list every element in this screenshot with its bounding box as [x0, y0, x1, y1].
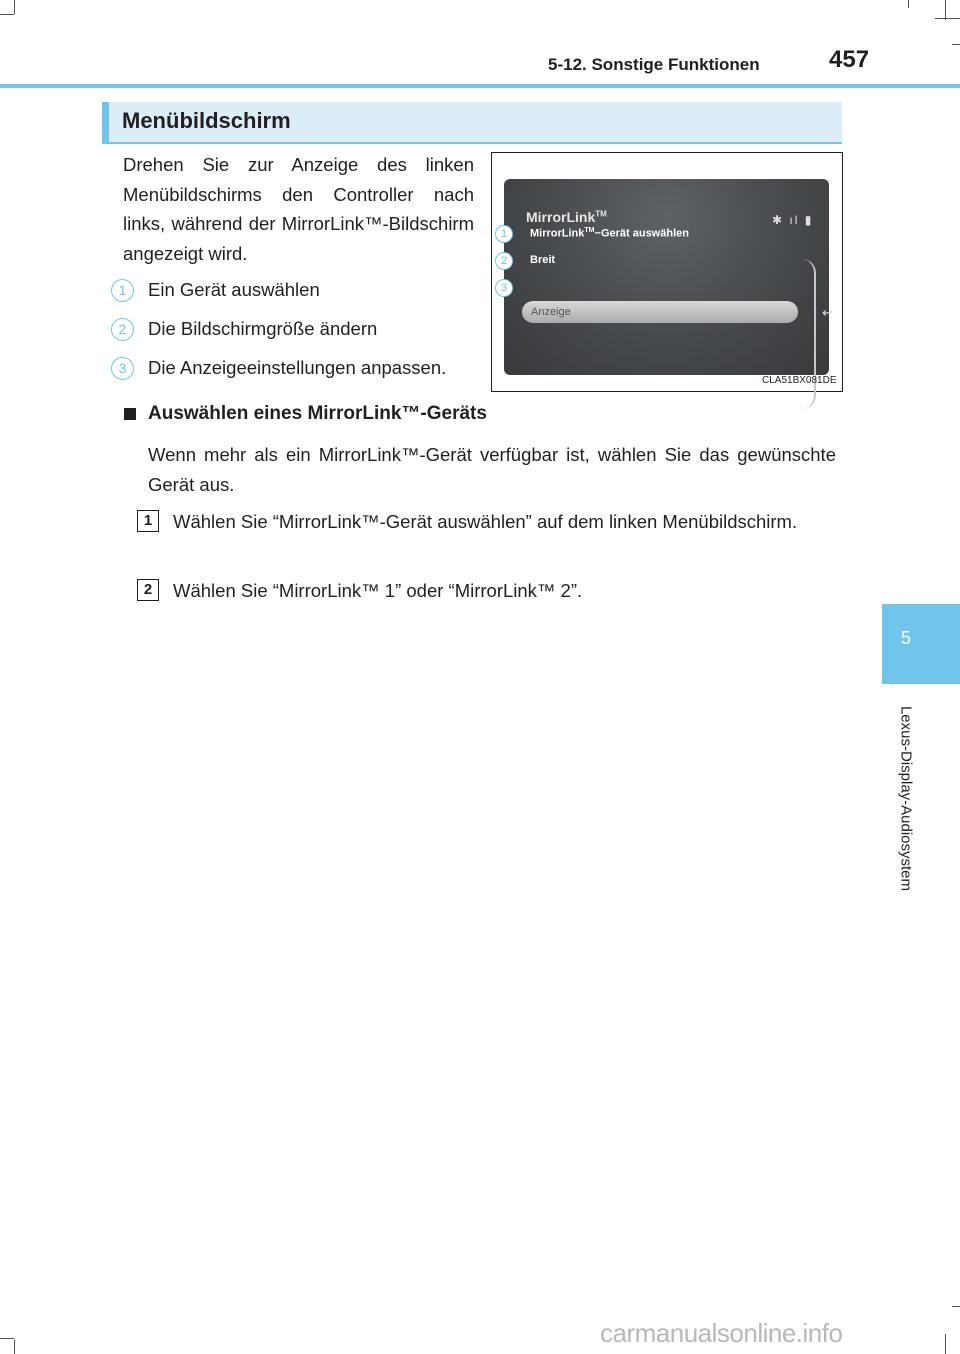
list-item [111, 277, 320, 303]
step-text: Wählen Sie “MirrorLink™ 1” oder “MirrorLink™ 2”. [173, 580, 583, 601]
intro-paragraph: Drehen Sie zur Anzeige des linken Menübildschirms den Controller nach links, während der MirrorLink™-Bildschirm angezeigt wird. [123, 154, 474, 264]
subsection-title: Auswählen eines MirrorLink™-Geräts [148, 403, 487, 424]
menu-item-display[interactable]: Anzeige [531, 306, 571, 318]
section-title: Menübildschirm [122, 108, 291, 133]
display-screen [504, 179, 833, 375]
crop-mark [0, 1338, 14, 1339]
callout-badge: 3 [495, 279, 513, 297]
list-item [111, 355, 446, 381]
crop-mark [952, 1306, 960, 1307]
bullet-square-icon [124, 408, 136, 420]
step-number-box: 2 [137, 579, 159, 601]
crop-mark [0, 14, 14, 15]
section-header-accent [102, 102, 109, 144]
callout-badge: 2 [495, 252, 513, 270]
callout-badge: 1 [495, 225, 513, 243]
chapter-tab-number: 5 [900, 628, 911, 648]
subsection-paragraph: Wenn mehr als ein MirrorLink™-Gerät verfügbar ist, wählen Sie das gewünschte Gerät aus. [148, 444, 836, 495]
scroll-arc [802, 259, 816, 409]
list-item [111, 316, 377, 342]
crop-mark [945, 0, 946, 20]
step-text: Wählen Sie “MirrorLink™-Gerät auswählen” auf dem linken Menübildschirm. [173, 511, 798, 532]
watermark: carmanualsonline.info [600, 1318, 843, 1348]
step-number-box: 1 [137, 510, 159, 532]
number-badge: 3 [111, 357, 134, 380]
figure-code: CLA51BX081DE [762, 375, 837, 386]
crop-mark [945, 1334, 946, 1354]
list-item-text: Die Bildschirmgröße ändern [148, 318, 378, 339]
crop-mark [952, 44, 960, 45]
page-number: 457 [829, 46, 870, 73]
number-badge: 1 [111, 279, 134, 302]
header-divider [0, 84, 960, 88]
status-icons: ✱ ıl ▮ [772, 213, 814, 227]
menu-item-wide[interactable]: Breit [530, 254, 556, 266]
screen-title: MirrorLink™ [526, 209, 607, 225]
chapter-tab-title: Lexus-Display-Audiosystem [897, 705, 915, 892]
screenshot-figure [491, 152, 843, 392]
crop-mark [14, 0, 15, 14]
subsection-heading [124, 403, 487, 425]
chapter-title: 5-12. Sonstige Funktionen [548, 55, 760, 74]
back-icon: ↩ [822, 305, 833, 320]
list-item-text: Ein Gerät auswählen [148, 279, 320, 300]
crop-mark [908, 0, 909, 8]
number-badge: 2 [111, 318, 134, 341]
list-item-text: Die Anzeigeeinstellungen anpassen. [148, 357, 447, 378]
crop-mark [14, 1340, 15, 1354]
crop-mark [935, 18, 960, 19]
menu-item-select-device[interactable]: MirrorLink™−Gerät auswählen [530, 227, 689, 240]
